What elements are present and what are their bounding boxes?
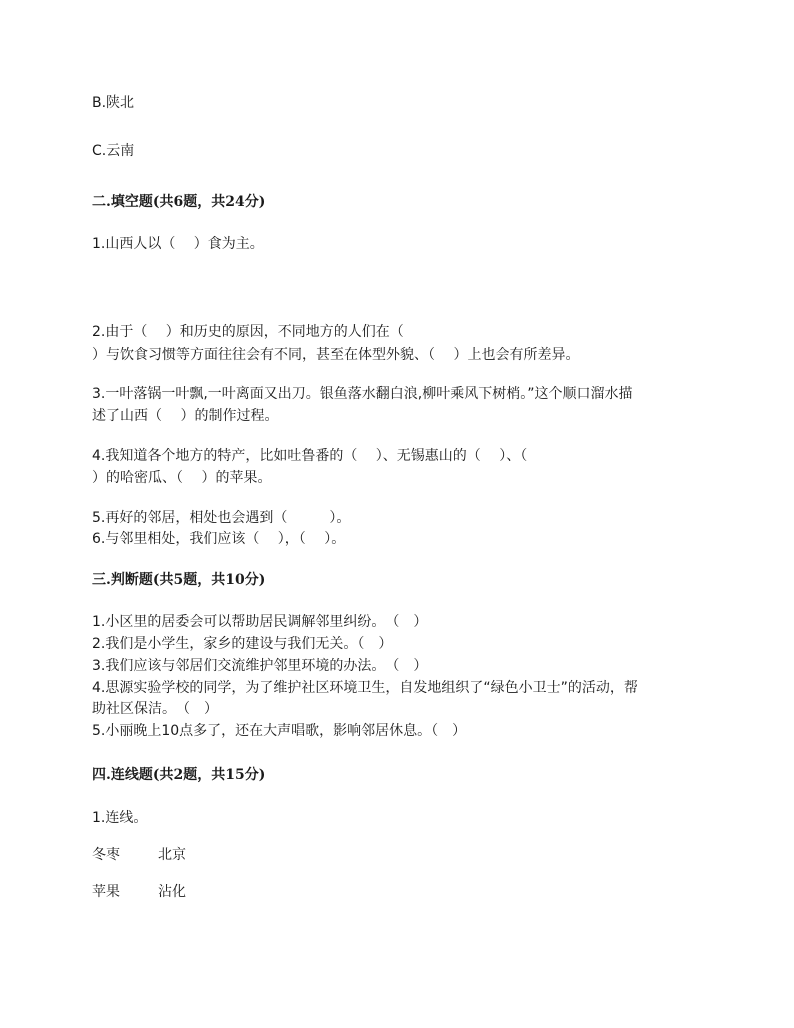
fill-question-4-line-2: ）的哈密瓜、（ ）的苹果。 [92, 470, 272, 486]
matching-pair-row [92, 882, 186, 902]
matching-left-item: 苹果 [92, 884, 120, 900]
fill-question-3-line-2: 述了山西（ ）的制作过程。 [92, 408, 279, 424]
fill-question-4-line-1: 4.我知道各个地方的特产，比如吐鲁番的（ ）、无锡惠山的（ ）、（ [92, 448, 528, 464]
section-heading-fill-in: 二.填空题(共6题，共24分) [92, 194, 266, 210]
fill-question-5: 5.再好的邻居，相处也会遇到（ ）。 [92, 510, 351, 526]
matching-pair-row [92, 845, 186, 865]
fill-question-1: 1.山西人以（ ）食为主。 [92, 236, 264, 252]
fill-question-3-line-1: 3.一叶落锅一叶飘,一叶离面又出刀。银鱼落水翻白浪,柳叶乘风下树梢。”这个顺口溜水描 [92, 386, 633, 402]
section-heading-matching: 四.连线题(共2题，共15分) [92, 767, 266, 783]
judge-question-4-line-1: 4.思源实验学校的同学，为了维护社区环境卫生，自发地组织了“绿色小卫士”的活动，帮 [92, 680, 638, 696]
fill-question-2-line-2: ）与饮食习惯等方面往往会有不同，甚至在体型外貌、（ ）上也会有所差异。 [92, 347, 580, 363]
matching-question-1: 1.连线。 [92, 810, 148, 826]
matching-right-item: 沾化 [158, 884, 186, 900]
option-b: B.陕北 [92, 95, 135, 111]
matching-right-item: 北京 [158, 847, 186, 863]
matching-left-item: 冬枣 [92, 847, 120, 863]
judge-question-4-line-2: 助社区保洁。 （ ） [92, 701, 218, 717]
judge-question-1: 1.小区里的居委会可以帮助居民调解邻里纠纷。 （ ） [92, 614, 428, 630]
fill-question-2-line-1: 2.由于（ ）和历史的原因，不同地方的人们在（ [92, 324, 404, 340]
judge-question-2: 2.我们是小学生，家乡的建设与我们无关。（ ） [92, 636, 393, 652]
judge-question-5: 5.小丽晚上10点多了，还在大声唱歌，影响邻居休息。（ ） [92, 723, 467, 739]
section-heading-true-false: 三.判断题(共5题，共10分) [92, 572, 266, 588]
option-c: C.云南 [92, 143, 135, 159]
fill-question-6: 6.与邻里相处，我们应该（ ），（ ）。 [92, 531, 346, 547]
judge-question-3: 3.我们应该与邻居们交流维护邻里环境的办法。 （ ） [92, 658, 428, 674]
